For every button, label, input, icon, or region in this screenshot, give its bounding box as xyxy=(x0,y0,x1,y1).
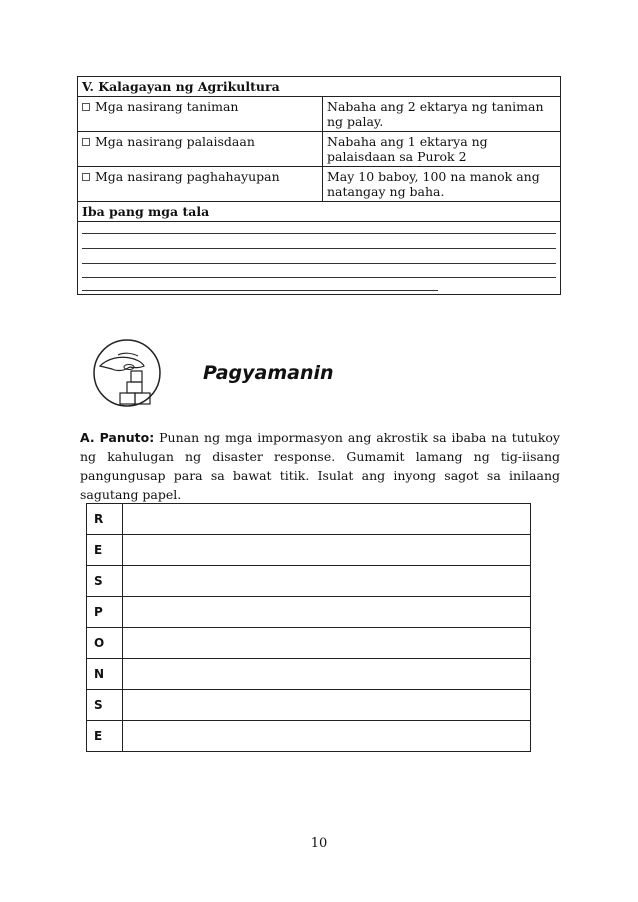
acrostic-row xyxy=(87,566,531,597)
acrostic-row xyxy=(87,535,531,566)
answer-cell[interactable] xyxy=(123,504,531,535)
acrostic-letter: R xyxy=(87,504,123,535)
writing-line xyxy=(82,248,556,249)
table-row xyxy=(78,132,561,167)
checkbox-icon xyxy=(82,173,90,181)
acrostic-row xyxy=(87,597,531,628)
row-value: Nabaha ang 1 ektarya ng palaisdaan sa Purok 2 xyxy=(323,132,561,167)
row-value: Nabaha ang 2 ektarya ng taniman ng palay. xyxy=(323,97,561,132)
instruction-lead: Panuto: xyxy=(99,430,155,445)
row-value: May 10 baboy, 100 na manok ang natangay ng baha. xyxy=(323,167,561,202)
row-label: Mga nasirang palaisdaan xyxy=(95,134,255,149)
checkbox-icon xyxy=(82,103,90,111)
notes-area xyxy=(78,222,561,295)
instruction-text: Punan ng mga impormasyon ang akrostik sa ibaba na tutukoy ng kahulugan ng disaster response. Gumamit lamang ng tig-iisang pangungusap para sa bawat titik. Isulat ang inyong sagot sa inilaang sagutang papel. xyxy=(80,430,560,502)
answer-cell[interactable] xyxy=(123,690,531,721)
writing-line xyxy=(82,233,556,234)
row-label: Mga nasirang taniman xyxy=(95,99,239,114)
notes-header: Iba pang mga tala xyxy=(78,202,561,222)
pagyamanin-emblem-icon xyxy=(92,338,162,408)
acrostic-row xyxy=(87,690,531,721)
page-number: 10 xyxy=(310,836,328,851)
answer-cell[interactable] xyxy=(123,628,531,659)
answer-cell[interactable] xyxy=(123,721,531,752)
instruction-paragraph xyxy=(80,428,560,504)
acrostic-letter: E xyxy=(87,721,123,752)
row-label: Mga nasirang paghahayupan xyxy=(95,169,280,184)
acrostic-letter: E xyxy=(87,535,123,566)
checkbox-icon xyxy=(82,138,90,146)
answer-cell[interactable] xyxy=(123,535,531,566)
writing-line xyxy=(82,290,438,291)
instruction-label: A. xyxy=(80,430,95,445)
acrostic-letter: N xyxy=(87,659,123,690)
acrostic-table xyxy=(86,503,531,752)
activity-title: Pagyamanin xyxy=(203,362,334,384)
writing-line xyxy=(82,263,556,264)
answer-cell[interactable] xyxy=(123,597,531,628)
acrostic-row xyxy=(87,504,531,535)
acrostic-letter: P xyxy=(87,597,123,628)
table-row xyxy=(78,97,561,132)
acrostic-row xyxy=(87,659,531,690)
answer-cell[interactable] xyxy=(123,659,531,690)
acrostic-row xyxy=(87,628,531,659)
section-header: V. Kalagayan ng Agrikultura xyxy=(78,77,561,97)
table-row xyxy=(78,167,561,202)
acrostic-row xyxy=(87,721,531,752)
acrostic-letter: O xyxy=(87,628,123,659)
writing-line xyxy=(82,277,556,278)
acrostic-letter: S xyxy=(87,690,123,721)
acrostic-letter: S xyxy=(87,566,123,597)
agriculture-table xyxy=(77,76,561,295)
answer-cell[interactable] xyxy=(123,566,531,597)
